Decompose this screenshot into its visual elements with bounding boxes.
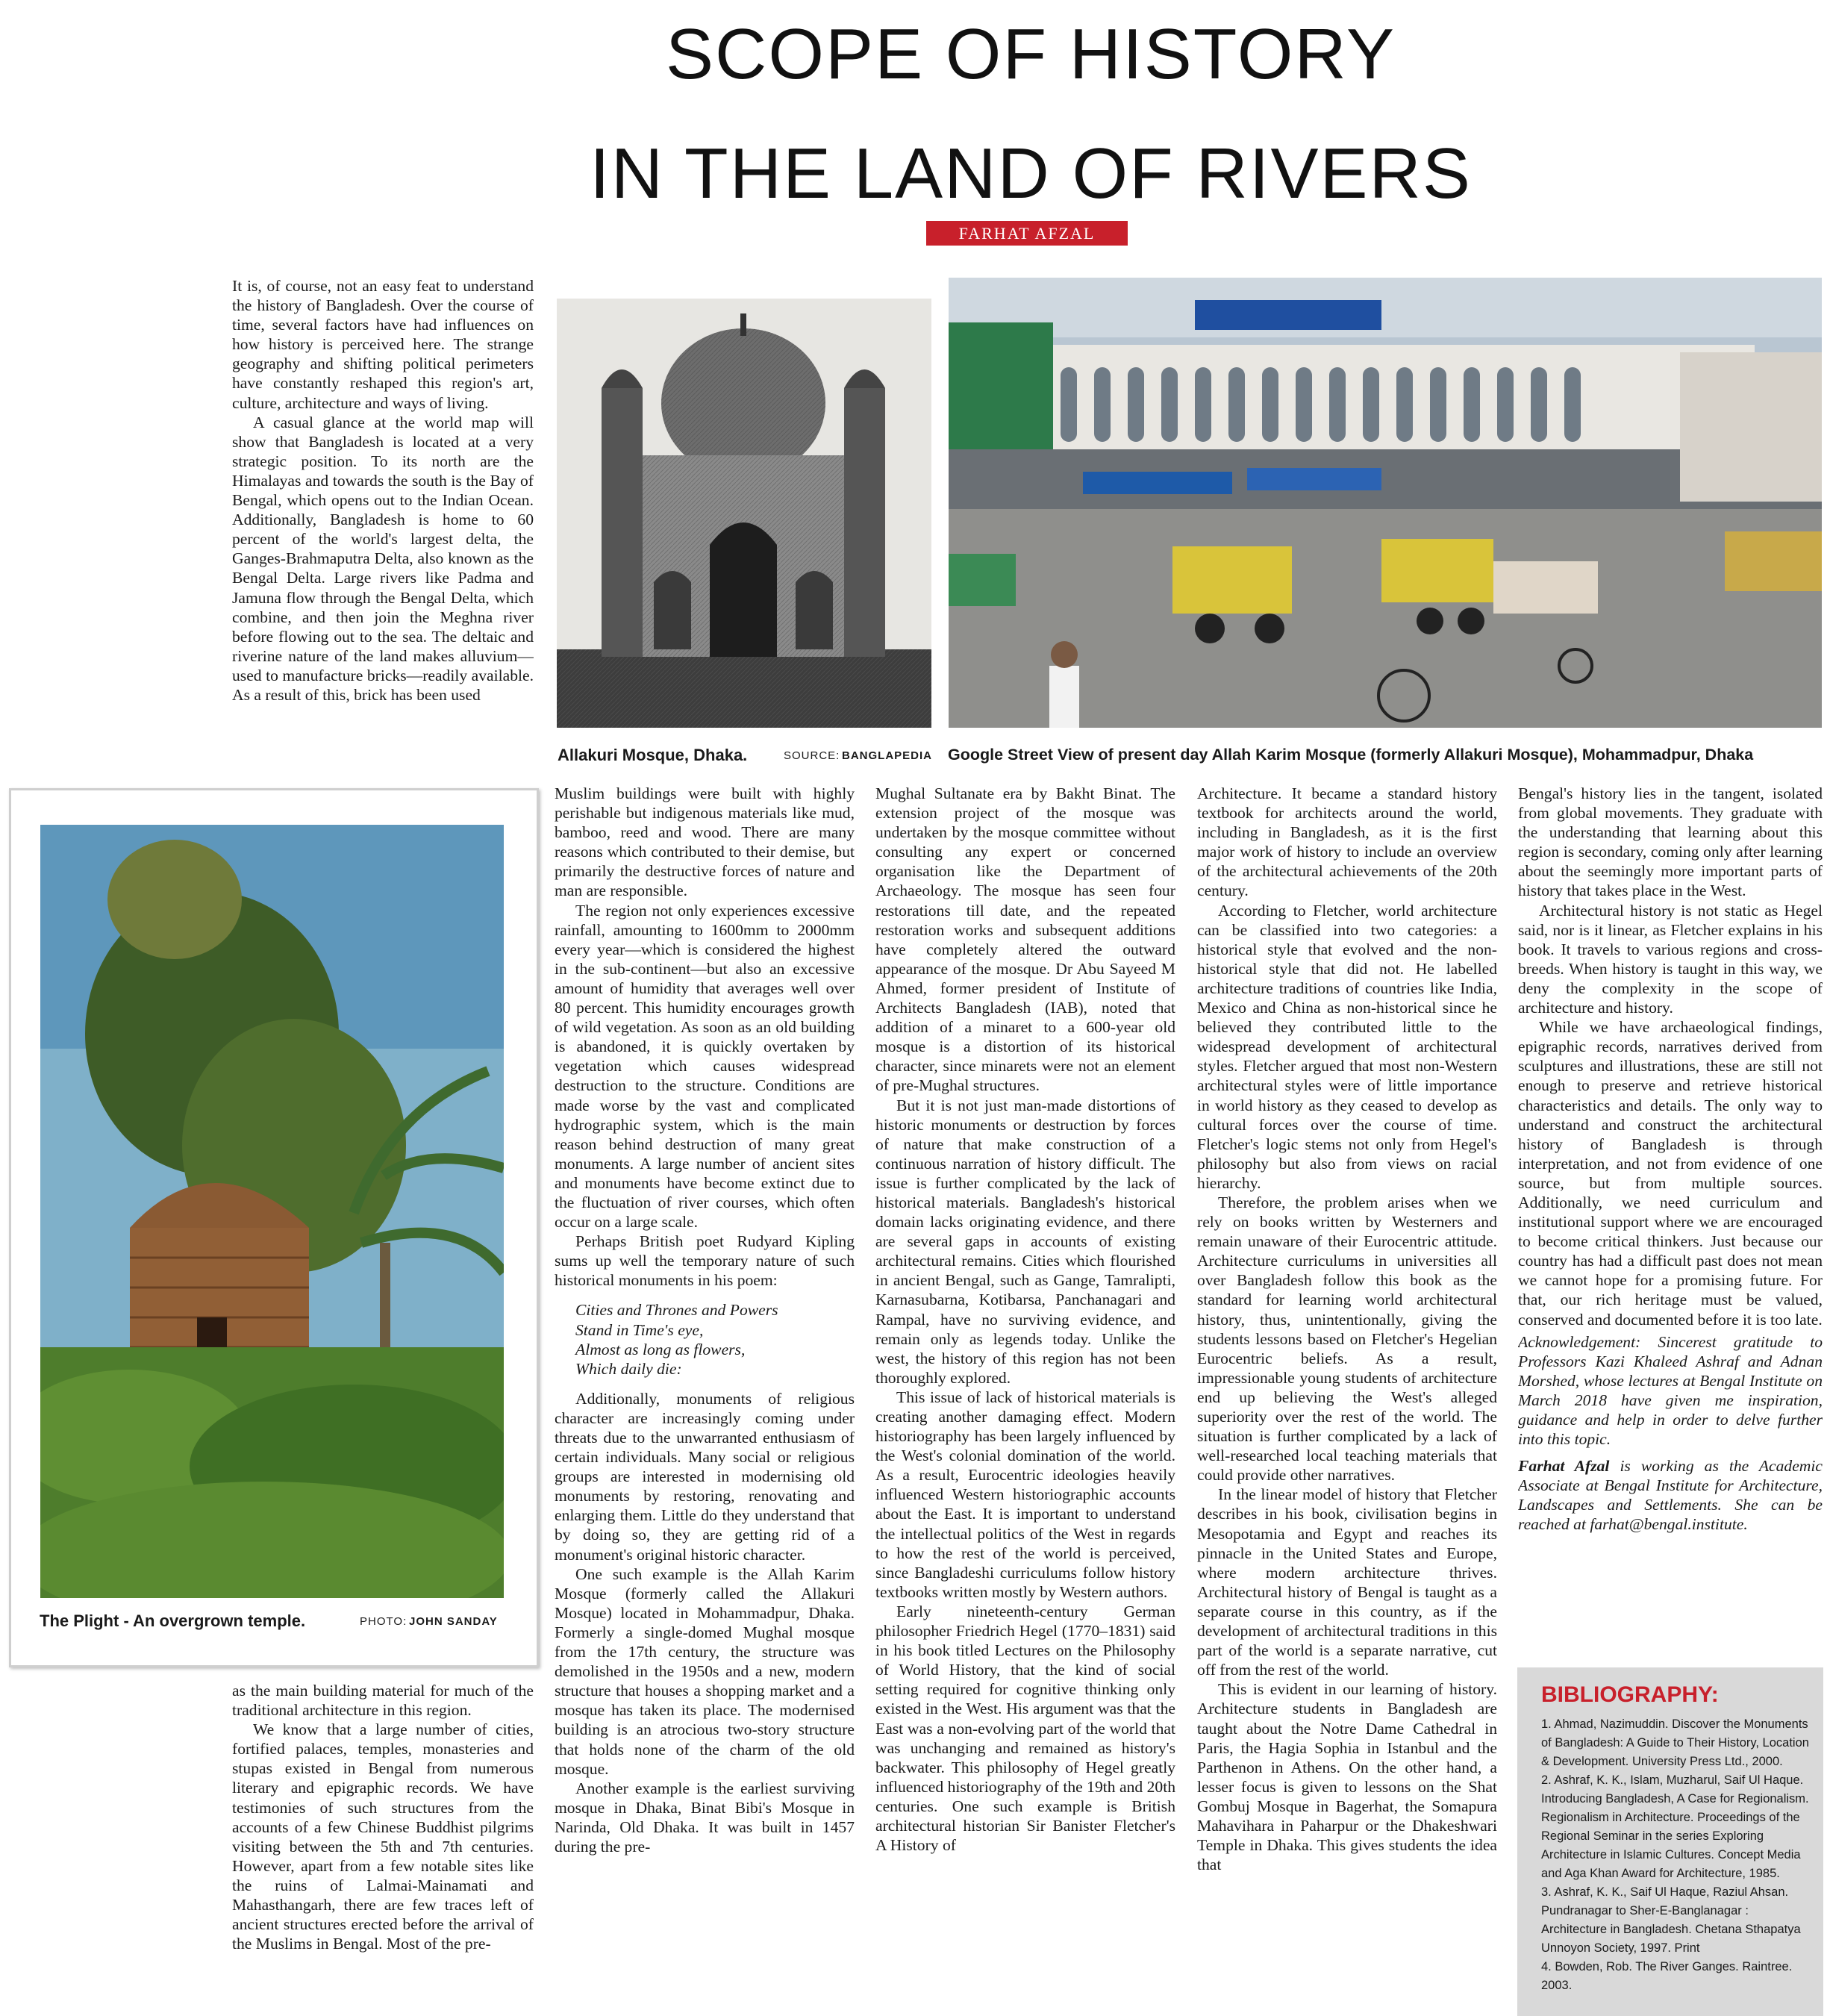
paragraph: Therefore, the problem arises when we rely on books written by Westerners and remain unaware of their Eurocentric attitude. Architecture curriculums in universities all over Bangladesh follow this book as the standard for learning world architectural history, thus, unintentionally, giving the students lessons based on Fletcher's Hegelian Eurocentric beliefs. As a result, impressionable young students of architecture end up believing the West's alleged superiority over the rest of the world. The situation is further complicated by a lack of well-researched local teaching materials that could provide other narratives.	[1197, 1193, 1497, 1485]
mosque-old-source-label: SOURCE:	[784, 749, 840, 762]
poem-line: Cities and Thrones and Powers	[575, 1301, 778, 1320]
paragraph: According to Fletcher, world architecture can be classified into two categories: a historical style that evolved and the non-historical style that did not. He labelled architecture traditions of countries like India, Mexico and China as non-historical since he believed they contributed little to the widespread development of architectural styles. Fletcher argued that most non-Western architectural styles were of little importance in world history as they ceased to develop as cultural forces over the course of time. Fletcher's logic stems not only from Hegel's philosophy but also from views on racial hierarchy.	[1197, 901, 1497, 1192]
paragraph: Additionally, monuments of religious character are increasingly coming under threats due to the unwarranted enthusiasm of certain individuals. Many social or religious groups are interested in modernising old monuments by restoring, renovating and enlarging them. Little do they understand that by doing so, they are getting rid of a monument's original historic character.	[555, 1389, 855, 1564]
headline-line-2: IN THE LAND OF RIVERS	[590, 134, 1472, 213]
paragraph: Another example is the earliest surviving mosque in Dhaka, Binat Bibi's Mosque in Narinda, Old Dhaka. It was built in 1457 during the pre-	[555, 1779, 855, 1856]
column-1-top	[232, 276, 534, 761]
temple-scene	[40, 825, 504, 1598]
paragraph: Architectural history is not static as Hegel said, nor is it linear, as Fletcher explains in his book. It travels to various regions and cross-breeds. When history is taught in this way, we deny the complexity in the scope of architecture and history.	[1518, 901, 1823, 1017]
allah-karim-mosque-streetview-photo	[949, 278, 1822, 728]
paragraph: But it is not just man-made distortions of historic monuments or destruction by forces of nature that make construction of a continuous narration of history difficult. The issue is further complicated by the lack of historical materials. Bangladesh's historical domain lacks originating evidence, and there are several gaps in accounts of existing architectural remains. Cities which flourished in ancient Bengal, such as Gange, Tamralipti, Karnasubarna, Kotibarsa, Panchanagari and Rampal, have no surviving evidence, and remain only as legends today. Unlike the west, the history of this region has not been thoroughly explored.	[875, 1096, 1175, 1387]
headline-line-1: SCOPE OF HISTORY	[666, 14, 1396, 94]
mosque-old-caption: Allakuri Mosque, Dhaka.	[558, 746, 748, 764]
paragraph: A casual glance at the world map will show that Bangladesh is located at a very strategic position. To its north are the Himalayas and towards the south is the Bay of Bengal, which opens out to the Indian Ocean. Additionally, Bangladesh is home to 60 percent of the world's largest delta, the Ganges-Brahmaputra Delta, also known as the Bengal Delta. Large rivers like Padma and Jamuna flow through the Bengal Delta, which combine, and then join the Meghna river before flowing out to the sea. The deltaic and riverine nature of the land makes alluvium—used to manufacture bricks—readily available. As a result of this, brick has been used	[232, 413, 534, 704]
paragraph: Bengal's history lies in the tangent, isolated from global movements. They graduate with the understanding that learning about this region is secondary, coming only after learning about the seemingly more important parts of history that takes place in the West.	[1518, 784, 1823, 900]
author-byline: FARHAT AFZAL	[926, 221, 1128, 246]
mosque-new-caption: Google Street View of present day Allah Karim Mosque (formerly Allakuri Mosque), Mohammadpur, Dhaka	[948, 746, 1754, 764]
poem-line: Which daily die:	[575, 1359, 682, 1378]
bibliography-item: 2. Ashraf, K. K., Islam, Muzharul, Saif Ul Haque. Introducing Bangladesh, A Case for Regionalism. Regionalism in Architecture. Proceedings of the Regional Seminar in the series Exploring Architecture in Islamic Cultures. Concept Media and Aga Khan Award for Architecture, 1985.	[1541, 1773, 1809, 1880]
mosque-old-source: BANGLAPEDIA	[842, 749, 933, 762]
bibliography-list	[1517, 1715, 1823, 1995]
acknowledgement: Acknowledgement: Sincerest gratitude to Professors Kazi Khaleed Ashraf and Adnan Morshed, whose lectures at Bengal Institute on March 2018 have given me inspiration, guidance and help in order to delve further into this topic.	[1518, 1332, 1823, 1449]
overgrown-temple-photo	[40, 825, 504, 1598]
paragraph: Perhaps British poet Rudyard Kipling sums up well the temporary nature of such historical monuments in his poem:	[555, 1232, 855, 1290]
street-scene	[949, 278, 1822, 728]
bibliography-item: 1. Ahmad, Nazimuddin. Discover the Monuments of Bangladesh: A Guide to Their History, Location & Development. University Press Ltd., 2000.	[1541, 1717, 1809, 1768]
author-bio-text: is working as the Academic Associate at Bengal Institute for Architecture, Landscapes and Settlements. She can be reached at farhat@bengal.institute.	[1518, 1457, 1823, 1534]
bibliography-item: 3. Ashraf, K. K., Saif Ul Haque, Raziul Ahsan. Pundranagar to Sher-E-Banglanagar : Architecture in Bangladesh. Chetana Sthapatya Unnoyon Society, 1997. Print	[1541, 1885, 1801, 1955]
bibliography-item: 4. Bowden, Rob. The River Ganges. Raintree. 2003.	[1541, 1960, 1793, 1992]
column-5	[1518, 784, 1823, 1658]
temple-photo-label: PHOTO:	[360, 1615, 407, 1628]
author-bio-name: Farhat Afzal	[1518, 1457, 1610, 1476]
column-1-bottom	[232, 1681, 534, 2016]
temple-photo-box	[9, 788, 539, 1667]
paragraph: In the linear model of history that Fletcher describes in his book, civilisation begins in Mesopotamia and Egypt and reaches its pinnacle in the United States and Europe, where modern architecture thrives. Architectural history of Bengal is taught as a separate course in this country, as if the development of architectural traditions in this part of the world is a separate narrative, cut off from the rest of the world.	[1197, 1485, 1497, 1679]
paragraph: One such example is the Allah Karim Mosque (formerly called the Allakuri Mosque) located in Mohammadpur, Dhaka. Formerly a single-domed Mughal mosque from the 17th century, the structure was demolished in the 1950s and a new, modern structure that houses a shopping market and a mosque has taken its place. The modernised building is an atrocious two-story structure that holds none of the charm of the old mosque.	[555, 1564, 855, 1778]
paragraph: We know that a large number of cities, fortified palaces, temples, monasteries and stupas existed in Bengal from numerous literary and epigraphic records. We have testimonies of such structures from the accounts of a few Chinese Buddhist pilgrims visiting between the 5th and 7th centuries. However, apart from a few notable sites like the ruins of Lalmai-Mainamati and Mahasthangarh, there are few traces left of ancient structures erected before the arrival of the Muslims in Bengal. Most of the pre-	[232, 1720, 534, 1953]
paragraph: It is, of course, not an easy feat to understand the history of Bangladesh. Over the course of time, several factors have had influences on how history is perceived here. The strange geography and shifting political perimeters have constantly reshaped this region's art, culture, architecture and ways of living.	[232, 277, 534, 412]
allakuri-mosque-photo	[557, 299, 931, 728]
author-bio	[1518, 1456, 1823, 1534]
paragraph: While we have archaeological findings, epigraphic records, narratives derived from sculptures and illustrations, these are still not enough to preserve and retrieve historical characteristics and details. The only way to understand and construct the architectural history of Bangladesh is through interpretation, and not from evidence of one source, but from multiple sources. Additionally, we need curriculum and institutional support where we are encouraged to become critical thinkers. Just because our country has had a difficult past does not mean we cannot hope for a promising future. For that, our rich heritage must be valued, conserved and documented before it is too late.	[1518, 1018, 1823, 1329]
paragraph: This issue of lack of historical materials is creating another damaging effect. Modern historiography has been largely influenced by the West's colonial domination of the world. As a result, Eurocentric ideologies heavily influenced Western historiographic accounts about the East. It is important to understand the intellectual politics of the West in regards to how the rest of the world is perceived, since Bangladeshi curriculums follow history textbooks written mostly by Western authors.	[875, 1388, 1175, 1601]
column-3	[875, 784, 1175, 2016]
bibliography-heading: BIBLIOGRAPHY:	[1541, 1682, 1719, 1707]
temple-caption: The Plight - An overgrown temple.	[40, 1611, 306, 1630]
paragraph: The region not only experiences excessive rainfall, amounting to 1600mm to 2000mm every year—which is considered the highest in the sub-continent—but also an excessive amount of humidity that averages well over 80 percent. This humidity encourages growth of wild vegetation. As soon as an old building is abandoned, it is quickly overtaken by vegetation which causes widespread destruction to the structure. Conditions are made worse by the vast and complicated hydrographic system, which is the main reason behind destruction of many great monuments. A large number of ancient sites and monuments have become extinct due to the fluctuation of river courses, which often occur on a large scale.	[555, 901, 855, 1232]
mosque-engraving	[557, 299, 931, 728]
column-2	[555, 784, 855, 2016]
column-4	[1197, 784, 1497, 2016]
temple-photo-credit: JOHN SANDAY	[409, 1615, 498, 1628]
kipling-poem	[575, 1300, 855, 1378]
poem-line: Stand in Time's eye,	[575, 1320, 704, 1339]
paragraph: Early nineteenth-century German philosopher Friedrich Hegel (1770–1831) said in his book titled Lectures on the Philosophy of World History, that the kind of social setting required for cognitive thinking only existed in the West. His argument was that the East was a non-evolving part of the world that was unchanging and remained as history's backwater. This philosophy of Hegel greatly influenced historiography of the 19th and 20th centuries. One such example is British architectural historian Sir Banister Fletcher's A History of	[875, 1602, 1175, 1855]
paragraph: Architecture. It became a standard history textbook for architects around the world, including in Bangladesh, as it is the first major work of history to include an overview of the architectural achievements of the 20th century.	[1197, 784, 1497, 900]
bibliography-box	[1517, 1667, 1823, 2016]
paragraph: Muslim buildings were built with highly perishable but indigenous materials like mud, bamboo, reed and wood. There are many reasons which contributed to their demise, but primarily the destructive forces of nature and man are responsible.	[555, 784, 855, 900]
paragraph: as the main building material for much of the traditional architecture in this region.	[232, 1682, 534, 1720]
paragraph: This is evident in our learning of history. Architecture students in Bangladesh are taught about the Notre Dame Cathedral in Paris, the Hagia Sophia in Istanbul and the Parthenon in Athens. On the other hand, a lesser focus is given to lessons on the Shat Gombuj Mosque in Bagerhat, the Somapura Mahavihara in Paharpur or the Dhakeshwari Temple in Dhaka. This gives students the idea that	[1197, 1680, 1497, 1874]
paragraph: Mughal Sultanate era by Bakht Binat. The extension project of the mosque was undertaken by the mosque committee without consulting any expert or concerned organisation like the Department of Archaeology. The mosque has seen four restorations till date, and the repeated restoration works and subsequent additions have completely altered the outward appearance of the mosque. Dr Abu Sayeed M Ahmed, former president of Institute of Architects Bangladesh (IAB), noted that addition of a minaret to a 600-year old mosque is a distortion of its historical character, since minarets were not an element of pre-Mughal structures.	[875, 784, 1175, 1095]
poem-line: Almost as long as flowers,	[575, 1340, 746, 1358]
